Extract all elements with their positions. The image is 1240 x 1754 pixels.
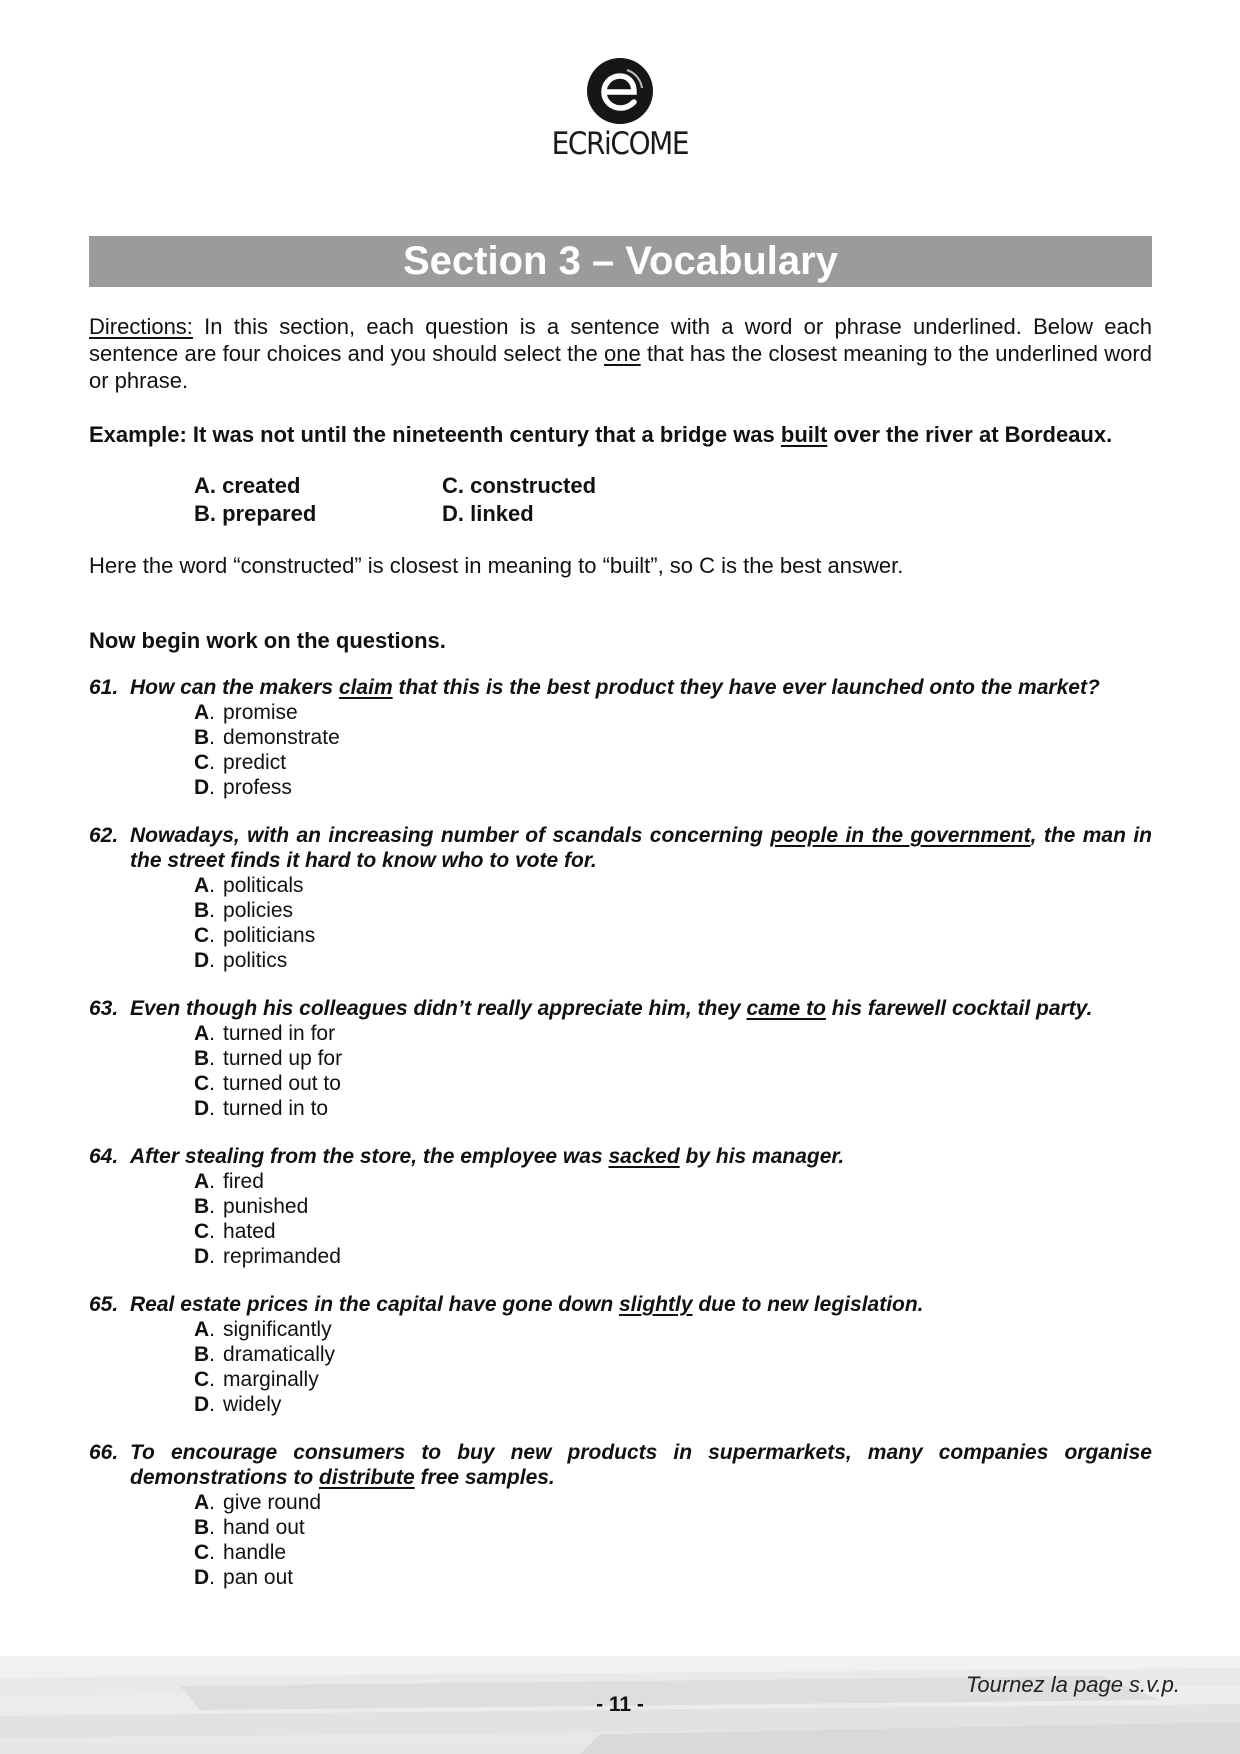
question-62	[89, 823, 1152, 973]
question-stem	[89, 1144, 1152, 1169]
option-text: reprimanded	[223, 1245, 341, 1268]
option-letter: B	[194, 899, 210, 922]
answer-option: D. widely	[194, 1393, 282, 1416]
example-option: B. prepared	[194, 501, 317, 526]
example-sentence: Example: It was not until the nineteenth century that a bridge was built over the river at Bordeaux.	[89, 422, 1113, 447]
option-letter: C	[194, 1541, 210, 1564]
option-text: dramatically	[223, 1343, 336, 1366]
answer-options	[194, 1169, 1152, 1269]
option-letter: A	[194, 1318, 210, 1341]
question-text: Nowadays, with an increasing number of scandals concerning people in the government, the man in the street finds it hard to know who to vote for.	[130, 824, 1152, 872]
answer-option: A. fired	[194, 1170, 264, 1193]
question-63	[89, 996, 1152, 1121]
answer-options	[194, 1490, 1152, 1590]
option-text: politicals	[223, 874, 304, 897]
answer-option: D. turned in to	[194, 1097, 329, 1120]
directions-text-end: that has the closest meaning to the underlined word or phrase.	[89, 341, 1152, 393]
option-letter: D	[194, 1393, 210, 1416]
answer-option: B. turned up for	[194, 1047, 343, 1070]
question-text: How can the makers claim that this is the best product they have ever launched onto the market?	[130, 676, 1100, 699]
answer-options	[194, 1021, 1152, 1121]
option-letter: B	[194, 1047, 210, 1070]
question-number: 64.	[89, 1145, 119, 1168]
answer-option: D. politics	[194, 949, 288, 972]
directions-label: Directions:	[89, 314, 193, 339]
question-61	[89, 675, 1152, 800]
option-letter: C	[194, 924, 210, 947]
underlined-phrase: people in the government	[770, 824, 1031, 847]
example-note: Here the word “constructed” is closest in meaning to “built”, so C is the best answer.	[89, 553, 904, 578]
example-option: D. linked	[442, 501, 534, 526]
option-letter: A	[194, 701, 210, 724]
answer-option: C. politicians	[194, 924, 316, 947]
option-letter: B	[194, 1516, 210, 1539]
option-text: turned up for	[223, 1047, 343, 1070]
option-text: promise	[223, 701, 298, 724]
question-65	[89, 1292, 1152, 1417]
option-letter: C	[194, 1220, 210, 1243]
answer-option: B. demonstrate	[194, 726, 340, 749]
option-letter: B	[194, 1195, 210, 1218]
example-option: C. constructed	[442, 473, 597, 498]
option-letter: A	[194, 1170, 210, 1193]
begin-instruction: Now begin work on the questions.	[89, 628, 446, 653]
underlined-phrase: sacked	[608, 1145, 680, 1168]
question-number: 63.	[89, 997, 119, 1020]
underlined-phrase: claim	[338, 676, 393, 699]
question-text: Even though his colleagues didn’t really appreciate him, they came to his farewell cocktail party.	[130, 997, 1093, 1020]
option-letter: C	[194, 1368, 210, 1391]
option-letter: D	[194, 776, 210, 799]
option-text: turned out to	[223, 1072, 341, 1095]
question-stem	[89, 996, 1152, 1021]
answer-option: B. hand out	[194, 1516, 305, 1539]
answer-option: C. handle	[194, 1541, 287, 1564]
option-letter: A	[194, 1491, 210, 1514]
answer-options	[194, 700, 1152, 800]
answer-option: A. give round	[194, 1491, 322, 1514]
option-text: politics	[223, 949, 288, 972]
answer-option: C. turned out to	[194, 1072, 341, 1095]
option-letter: D	[194, 1097, 210, 1120]
question-text: After stealing from the store, the employee was sacked by his manager.	[130, 1145, 845, 1168]
question-stem	[89, 823, 1152, 873]
directions-text: In this section, each question is a sentence with a word or phrase underlined. Below each sentence are four choices and you should select the	[89, 314, 1152, 366]
ecricome-logo	[0, 58, 1240, 162]
answer-option: C. predict	[194, 751, 287, 774]
example-options	[194, 472, 1152, 527]
option-text: policies	[223, 899, 294, 922]
option-text: fired	[223, 1170, 264, 1193]
option-text: punished	[223, 1195, 309, 1218]
option-letter: C	[194, 751, 210, 774]
answer-option: A. politicals	[194, 874, 304, 897]
example-underlined-word: built	[780, 422, 828, 447]
question-list	[89, 675, 1152, 1590]
option-letter: D	[194, 1245, 210, 1268]
answer-option: C. marginally	[194, 1368, 319, 1391]
question-stem	[89, 675, 1152, 700]
page-number: - 11 -	[596, 1693, 644, 1716]
underlined-phrase: slightly	[618, 1293, 693, 1316]
underlined-phrase: came to	[746, 997, 826, 1020]
answer-option: A. promise	[194, 701, 298, 724]
question-number: 62.	[89, 824, 119, 847]
option-text: profess	[223, 776, 292, 799]
answer-option: C. hated	[194, 1220, 276, 1243]
answer-option: B. punished	[194, 1195, 309, 1218]
example-option: A. created	[194, 473, 301, 498]
question-number: 61.	[89, 676, 119, 699]
question-number: 65.	[89, 1293, 119, 1316]
section-title: Section 3 – Vocabulary	[89, 236, 1152, 287]
option-letter: A	[194, 874, 210, 897]
underlined-phrase: distribute	[319, 1466, 415, 1489]
directions	[89, 313, 1152, 394]
option-text: pan out	[223, 1566, 294, 1589]
option-text: hand out	[223, 1516, 305, 1539]
directions-emphasis: one	[603, 341, 641, 366]
option-text: marginally	[223, 1368, 319, 1391]
turn-page-note: Tournez la page s.v.p.	[965, 1672, 1180, 1697]
option-letter: C	[194, 1072, 210, 1095]
option-text: politicians	[223, 924, 316, 947]
option-letter: A	[194, 1022, 210, 1045]
option-text: turned in for	[223, 1022, 336, 1045]
option-text: significantly	[223, 1318, 332, 1341]
option-letter: D	[194, 949, 210, 972]
option-text: handle	[223, 1541, 287, 1564]
option-letter: B	[194, 726, 210, 749]
logo-e-icon	[587, 58, 653, 124]
answer-options	[194, 873, 1152, 973]
option-text: turned in to	[223, 1097, 329, 1120]
question-stem	[89, 1292, 1152, 1317]
option-letter: B	[194, 1343, 210, 1366]
option-text: hated	[223, 1220, 276, 1243]
answer-options	[194, 1317, 1152, 1417]
option-text: predict	[223, 751, 287, 774]
option-text: demonstrate	[223, 726, 340, 749]
answer-option: B. policies	[194, 899, 294, 922]
question-text: To encourage consumers to buy new products in supermarkets, many companies organise demonstrations to distribute free samples.	[130, 1441, 1152, 1489]
question-text: Real estate prices in the capital have gone down slightly due to new legislation.	[130, 1293, 924, 1316]
question-64	[89, 1144, 1152, 1269]
logo-wordmark: ECRiCOME	[551, 126, 689, 162]
answer-option: D. pan out	[194, 1566, 294, 1589]
answer-option: D. reprimanded	[194, 1245, 341, 1268]
option-text: widely	[223, 1393, 282, 1416]
answer-option: B. dramatically	[194, 1343, 336, 1366]
option-text: give round	[223, 1491, 322, 1514]
answer-option: A. significantly	[194, 1318, 332, 1341]
answer-option: A. turned in for	[194, 1022, 336, 1045]
question-66	[89, 1440, 1152, 1590]
answer-option: D. profess	[194, 776, 292, 799]
main-content	[89, 313, 1152, 1590]
question-number: 66.	[89, 1441, 119, 1464]
option-letter: D	[194, 1566, 210, 1589]
question-stem	[89, 1440, 1152, 1490]
